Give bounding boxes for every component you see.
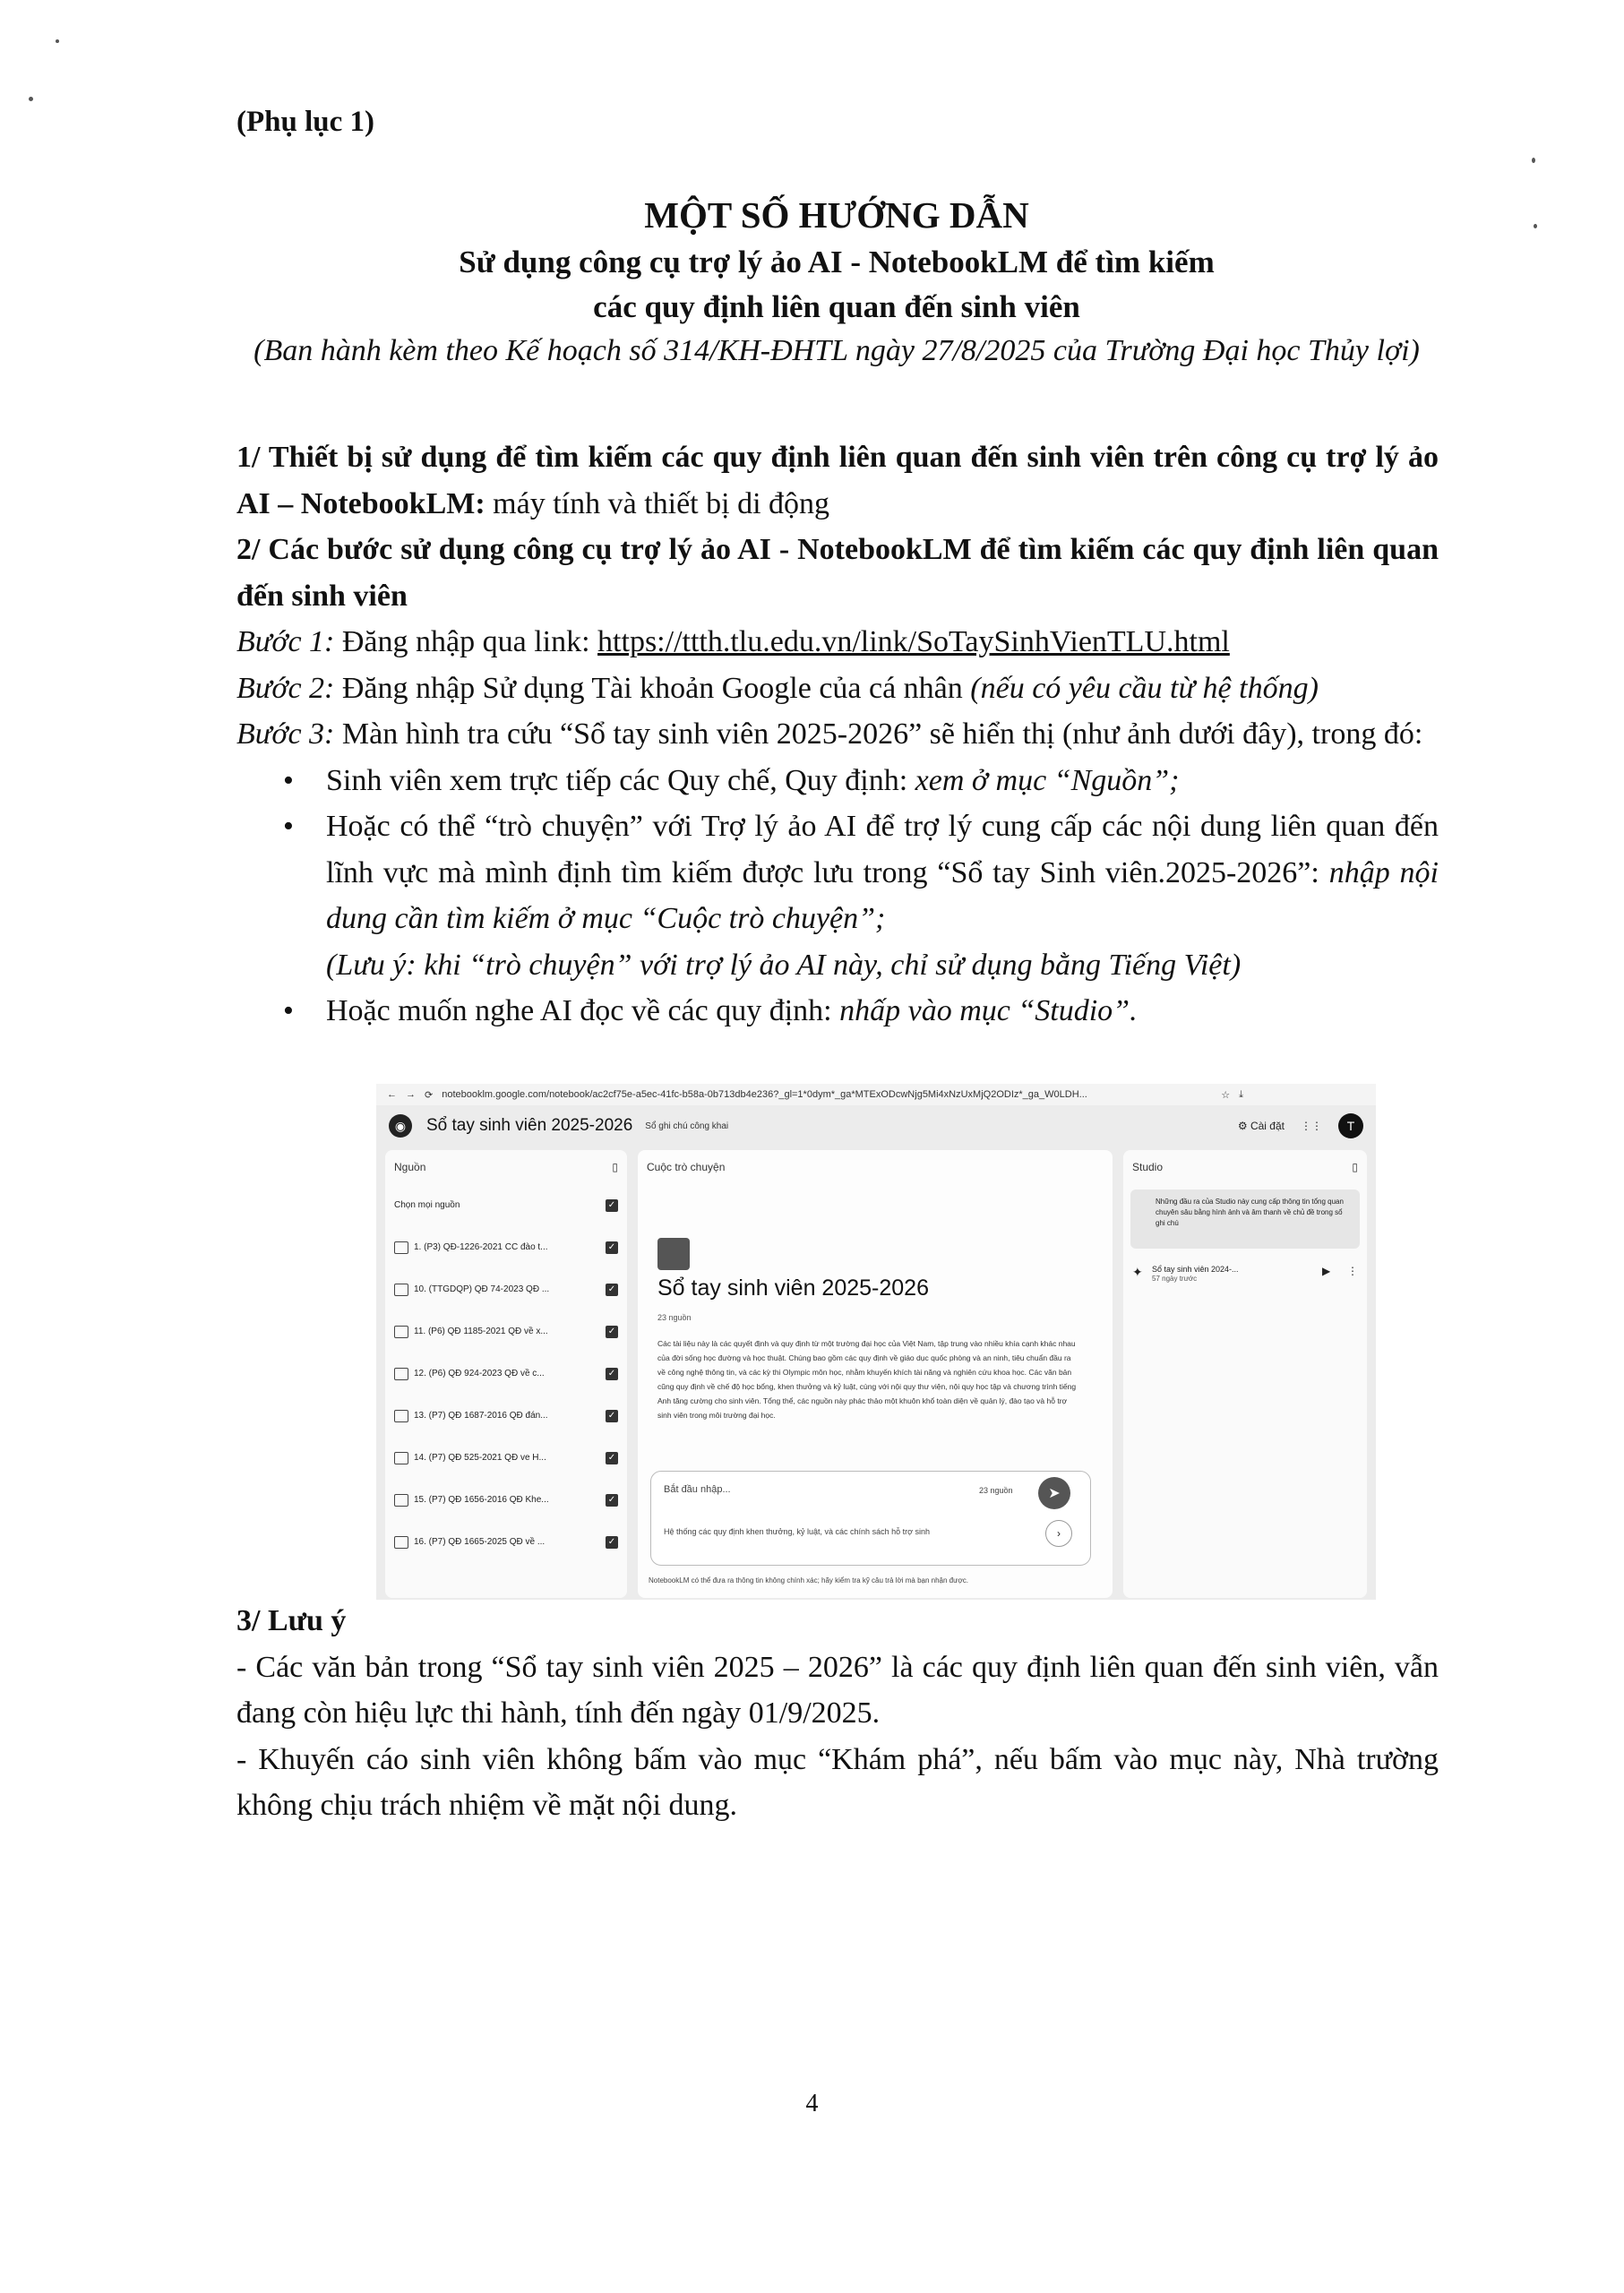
back-arrow-icon[interactable]: ← [387,1089,397,1100]
chat-source-count: 23 nguồn [657,1313,692,1322]
note-1: - Các văn bản trong “Sổ tay sinh viên 2025 – 2026” là các quy định liên quan đến sinh viên, vẫn đang còn hiệu lực thi hành, tính đến ngày 01/9/2025. [236,1650,1439,1730]
section2-heading: 2/ Các bước sử dụng công cụ trợ lý ảo AI - NotebookLM để tìm kiếm các quy định liên quan đến sinh viên [236,533,1439,613]
chat-panel [638,1150,1113,1598]
ai-disclaimer: NotebookLM có thể đưa ra thông tin không chính xác; hãy kiểm tra kỹ câu trả lời mà bạn nhận được. [649,1576,968,1584]
address-url[interactable]: notebooklm.google.com/notebook/ac2cf75e-a5ec-41fc-b58a-0b713db4e236?_gl=1*0dym*_ga*MTExODcwNjg5Mi4xNzUxMjQ2ODIz*_ga_W0LDH... [442,1089,1087,1100]
source-item[interactable]: 14. (P7) QĐ 525-2021 QĐ ve H... ✓ [385,1437,627,1479]
source-item[interactable]: 13. (P7) QĐ 1687-2016 QĐ đán... ✓ [385,1395,627,1437]
source-item[interactable]: 11. (P6) QĐ 1185-2021 QĐ về x... ✓ [385,1310,627,1353]
step2-text: Đăng nhập Sử dụng Tài khoản Google của cá nhân [334,671,971,705]
chat-notebook-title: Sổ tay sinh viên 2025-2026 [657,1275,929,1301]
document-icon [394,1536,408,1549]
source-item[interactable]: 15. (P7) QĐ 1656-2016 QĐ Khe... ✓ [385,1479,627,1521]
section1-text: máy tính và thiết bị di động [485,486,830,520]
notes-section [236,1598,1439,1829]
checkbox-checked-icon[interactable]: ✓ [606,1368,618,1380]
step2 [236,666,1439,712]
panel-toggle-icon[interactable]: ▯ [1352,1161,1358,1173]
checkbox-checked-icon[interactable]: ✓ [606,1410,618,1422]
checkbox-checked-icon[interactable]: ✓ [606,1326,618,1338]
step1-text: Đăng nhập qua link: [334,625,598,658]
download-icon[interactable]: ⤓ [1239,1088,1243,1100]
chat-input-box[interactable] [650,1471,1091,1566]
chat-header: Cuộc trò chuyện [647,1161,726,1173]
document-subtitle-line1: Sử dụng công cụ trợ lý ảo AI - NotebookLM để tìm kiếm [459,245,1215,279]
section3-heading: 3/ Lưu ý [236,1604,347,1637]
step2-italic: (nếu có yêu cầu từ hệ thống) [970,671,1319,705]
scan-speck [1534,224,1537,228]
document-title: MỘT SỐ HƯỚNG DẪN [644,194,1029,236]
scan-speck [56,39,59,43]
play-icon[interactable]: ▶ [1322,1265,1331,1277]
chevron-right-icon: › [1057,1527,1061,1540]
notebooklm-screenshot [376,1084,1376,1600]
sources-header: Nguồn [394,1161,426,1173]
scan-speck [29,97,33,101]
chat-input-placeholder[interactable]: Bắt đầu nhập... [664,1484,731,1495]
notebook-summary: Các tài liệu này là các quyết định và quy định từ một trường đại học của Việt Nam, tập trung vào nhiều khía cạnh khác nhau của đời sống học đường và học thuật. Chúng bao gồm các quy định về giáo dục quốc phòng và an ninh, tiêu chuẩn đầu ra về công nghệ thông tin, và các kỳ thi Olympic môn học, nhằm khuyến khích tài năng và nghiên cứu khoa học. Các văn bản cũng quy định về chế độ học bổng, khen thưởng và kỷ luật, cùng với nội quy thư viện, nội quy học tập và chương trình tiếng Anh tăng cường cho sinh viên. Tổng thể, các nguồn này phác thảo một khuôn khổ toàn diện về quản lý, đào tạo và hỗ trợ sinh viên trong môi trường đại học. [657,1339,1077,1420]
main-content [236,434,1439,1035]
bullet-note: (Lưu ý: khi “trò chuyện” với trợ lý ảo AI này, chỉ sử dụng bằng Tiếng Việt) [326,948,1242,982]
source-item[interactable]: 1. (P3) QĐ-1226-2021 CC đào t... ✓ [385,1226,627,1268]
document-icon [394,1326,408,1338]
step1 [236,619,1439,666]
document-icon [394,1494,408,1507]
step1-link[interactable]: https://ttth.tlu.edu.vn/link/SoTaySinhVienTLU.html [597,625,1230,658]
document-icon [394,1284,408,1296]
step2-label: Bước 2: [236,671,335,705]
bullet-item: • Hoặc muốn nghe AI đọc về các quy định: nhấp vào mục “Studio”. [326,988,1439,1035]
step3-label: Bước 3: [236,717,335,751]
avatar[interactable]: T [1338,1113,1363,1138]
document-icon [394,1368,408,1380]
input-source-count: 23 nguồn [979,1486,1013,1495]
appendix-label: (Phụ lục 1) [236,106,375,138]
apps-grid-icon[interactable]: ⋮⋮ [1301,1120,1322,1132]
checkbox-checked-icon[interactable]: ✓ [606,1199,618,1212]
studio-audio-item[interactable] [1132,1265,1358,1283]
checkbox-checked-icon[interactable]: ✓ [606,1284,618,1296]
issued-by-note: (Ban hành kèm theo Kế hoạch số 314/KH-ĐHTL ngày 27/8/2025 của Trường Đại học Thủy lợi) [253,334,1420,367]
panel-toggle-icon[interactable]: ▯ [612,1161,618,1173]
note-2: - Khuyến cáo sinh viên không bấm vào mục “Khám phá”, nếu bấm vào mục này, Nhà trường không chịu trách nhiệm về mặt nội dung. [236,1742,1439,1822]
browser-address-bar[interactable] [376,1084,1376,1105]
more-options-icon[interactable]: ⋮ [1347,1265,1358,1277]
star-icon[interactable]: ☆ [1221,1089,1231,1101]
checkbox-checked-icon[interactable]: ✓ [606,1241,618,1254]
reload-icon[interactable]: ⟳ [425,1089,434,1101]
checkbox-checked-icon[interactable]: ✓ [606,1494,618,1507]
page-number: 4 [805,2090,819,2117]
step1-label: Bước 1: [236,625,335,658]
header-actions [1238,1113,1363,1138]
checkbox-checked-icon[interactable]: ✓ [606,1536,618,1549]
document-icon [394,1452,408,1464]
step3 [236,711,1439,758]
studio-item-age: 57 ngày trước [1152,1275,1198,1283]
notebook-header [376,1105,1376,1146]
select-all-sources[interactable]: Chọn mọi nguồn ✓ [385,1184,627,1226]
source-item[interactable]: 16. (P7) QĐ 1665-2025 QĐ về ... ✓ [385,1521,627,1563]
document-icon [394,1410,408,1422]
bullet-item: • Sinh viên xem trực tiếp các Quy chế, Quy định: xem ở mục “Nguồn”; [326,758,1439,804]
send-button[interactable] [1038,1477,1070,1509]
studio-item-title: Sổ tay sinh viên 2024-... [1152,1265,1239,1274]
scan-speck [1532,158,1535,163]
document-subtitle-line2: các quy định liên quan đến sinh viên [593,289,1080,324]
public-notebook-label: Sổ ghi chú công khai [645,1121,729,1131]
step3-bullets [236,758,1439,1035]
studio-info-card: Những đầu ra của Studio này cung cấp thông tin tổng quan chuyên sâu bằng hình ảnh và âm thanh về chủ đề trong sổ ghi chú [1130,1189,1360,1249]
source-item[interactable]: 10. (TTGDQP) QĐ 74-2023 QĐ ... ✓ [385,1268,627,1310]
title-block [236,190,1437,373]
bullet-item: • Hoặc có thể “trò chuyện” với Trợ lý ảo AI để trợ lý cung cấp các nội dung liên quan đến lĩnh vực mà mình định tìm kiếm được lưu trong “Sổ tay Sinh viên.2025-2026”: nhập nội dung cần tìm kiếm ở mục “Cuộc trò chuyện”; (Lưu ý: khi “trò chuyện” với trợ lý ảo AI này, chỉ sử dụng bằng Tiếng Việt) [326,803,1439,988]
section1-heading: 1/ Thiết bị sử dụng để tìm kiếm các quy định liên quan đến sinh viên trên công cụ trợ lý ảo AI – NotebookLM: [236,441,1439,520]
checkbox-checked-icon[interactable]: ✓ [606,1452,618,1464]
notebooklm-logo-icon: ◉ [389,1114,412,1138]
sources-panel [385,1150,627,1598]
studio-header: Studio [1132,1161,1164,1173]
next-suggestion-button[interactable] [1045,1520,1072,1547]
step3-text: Màn hình tra cứu “Sổ tay sinh viên 2025-2026” sẽ hiển thị (như ảnh dưới đây), trong đó: [334,717,1423,751]
sparkle-icon: ✦ [1132,1265,1143,1279]
section1 [236,434,1439,527]
studio-panel [1123,1150,1367,1598]
suggested-question[interactable]: Hệ thống các quy định khen thưởng, kỷ luật, và các chính sách hỗ trợ sinh [664,1527,930,1536]
notebook-title: Sổ tay sinh viên 2025-2026 [426,1116,633,1135]
document-icon [394,1241,408,1254]
notebook-emoji-icon [657,1238,690,1270]
forward-arrow-icon[interactable]: → [406,1089,416,1100]
settings-button[interactable]: ⚙ Cài đặt [1237,1120,1285,1132]
send-arrow-icon: ➤ [1048,1486,1061,1501]
source-item[interactable]: 12. (P6) QĐ 924-2023 QĐ về c... ✓ [385,1353,627,1395]
